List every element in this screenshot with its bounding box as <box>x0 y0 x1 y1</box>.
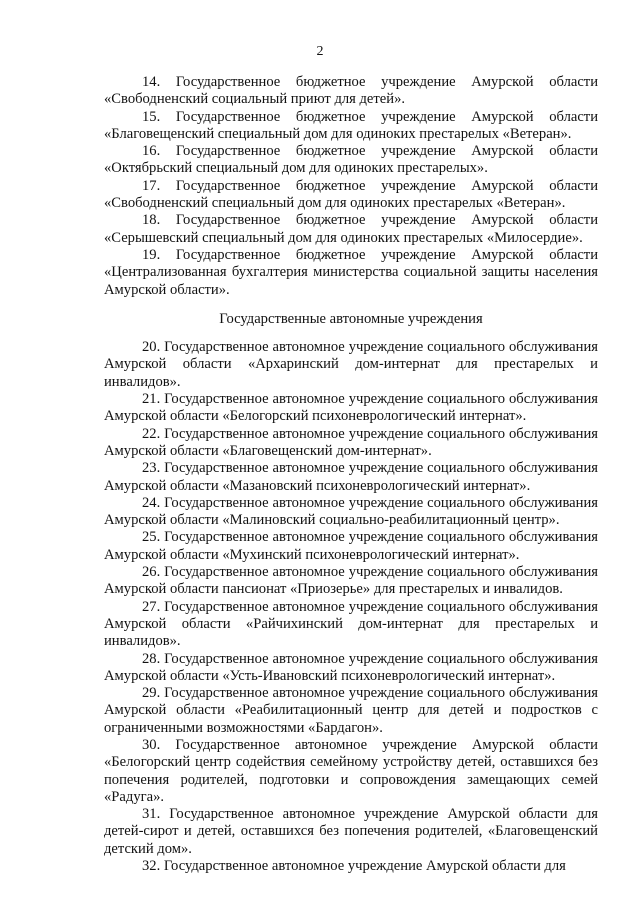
list-item: 21. Государственное автономное учреждение социального обслуживания Амурской области «Белогорский психоневрологический интернат». <box>104 391 598 425</box>
section-heading: Государственные автономные учреждения <box>219 310 483 327</box>
list-item: 23. Государственное автономное учреждение социального обслуживания Амурской области «Мазановский психоневрологический интернат». <box>104 460 598 494</box>
list-item: 30. Государственное автономное учреждение Амурской области «Белогорский центр содействия семейному устройству детей, оставшихся без попечения родителей, подготовки и сопровождения замещающих семей «Радуга». <box>104 736 598 805</box>
list-item: 32. Государственное автономное учреждение Амурской области для <box>142 858 566 875</box>
list-item: 20. Государственное автономное учреждение социального обслуживания Амурской области «Архаринский дом-интернат для престарелых и инвалидов». <box>104 339 598 390</box>
document-body <box>104 74 598 875</box>
list-item: 17. Государственное бюджетное учреждение Амурской области «Свободненский специальный дом для одиноких престарелых «Ветеран». <box>104 177 598 212</box>
list-item: 24. Государственное автономное учреждение социального обслуживания Амурской области «Малиновский социально-реабилитационный центр». <box>104 494 598 529</box>
list-item: 18. Государственное бюджетное учреждение Амурской области «Серышевский специальный дом для одиноких престарелых «Милосердие». <box>104 212 598 246</box>
list-item: 27. Государственное автономное учреждение социального обслуживания Амурской области «Райчихинский дом-интернат для престарелых и инвалидов». <box>104 598 598 650</box>
list-item: 31. Государственное автономное учреждение Амурской области для детей-сирот и детей, оставшихся без попечения родителей, «Благовещенский детский дом». <box>104 806 598 857</box>
page-number: 2 <box>316 44 324 59</box>
list-item: 28. Государственное автономное учреждение социального обслуживания Амурской области «Усть-Ивановский психоневрологический интернат». <box>104 650 598 684</box>
list-item: 22. Государственное автономное учреждение социального обслуживания Амурской области «Благовещенский дом-интернат». <box>104 425 598 459</box>
list-item: 26. Государственное автономное учреждение социального обслуживания Амурской области пансионат «Приозерье» для престарелых и инвалидов. <box>104 564 598 598</box>
list-item: 19. Государственное бюджетное учреждение Амурской области «Централизованная бухгалтерия министерства социальной защиты населения Амурской области». <box>104 246 598 298</box>
list-item: 15. Государственное бюджетное учреждение Амурской области «Благовещенский специальный дом для одиноких престарелых «Ветеран». <box>104 108 598 142</box>
list-item: 16. Государственное бюджетное учреждение Амурской области «Октябрьский специальный дом для одиноких престарелых». <box>104 143 598 177</box>
list-item: 14. Государственное бюджетное учреждение Амурской области «Свободненский социальный приют для детей». <box>104 74 598 108</box>
list-item: 25. Государственное автономное учреждение социального обслуживания Амурской области «Мухинский психоневрологический интернат». <box>104 529 598 563</box>
list-item: 29. Государственное автономное учреждение социального обслуживания Амурской области «Реабилитационный центр для детей и подростков с ограниченными возможностями «Бардагон». <box>104 685 598 736</box>
